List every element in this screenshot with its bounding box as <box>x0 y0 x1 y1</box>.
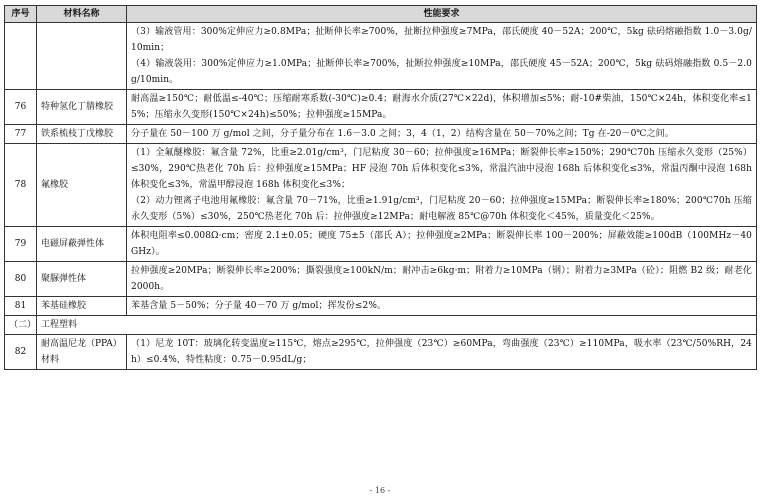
table-row <box>5 90 757 125</box>
row-number: 81 <box>5 297 37 316</box>
material-name: 氟橡胶 <box>37 144 127 227</box>
material-name: 特种氢化丁腈橡胶 <box>37 90 127 125</box>
row-number: 77 <box>5 125 37 144</box>
requirement-cell <box>127 23 757 90</box>
requirement-cell <box>127 227 757 262</box>
section-title: 工程塑料 <box>37 316 757 335</box>
requirement-line: （1）全氟醚橡胶：氟含量 72%，比重≥2.01g/cm³，门尼粘度 30－60；拉伸强度≥16MPa；断裂伸长率≥150%；290℃70h 压缩永久变形（25%）≤30%，290℃热老化 70h 后：拉伸强度≥15MPa；HF 浸泡 70h 后体积变化≤3%，常温汽油中浸泡 168h 后体积变化≤3%，常温丙酮中浸泡 168h 体积变化≤3%，常温甲醇浸泡 168h 体积变化≤3%； <box>131 148 752 190</box>
requirement-cell <box>127 262 757 297</box>
requirement-cell <box>127 144 757 227</box>
requirement-cell <box>127 297 757 316</box>
requirement-line: 体积电阻率≤0.008Ω·cm；密度 2.1±0.05；硬度 75±5（邵氏 A）；拉伸强度≥2MPa；断裂伸长率 100－200%；屏蔽效能≥100dB（100MHz－40GHz）。 <box>131 231 752 257</box>
row-number <box>5 23 37 90</box>
table-row <box>5 125 757 144</box>
requirement-cell <box>127 335 757 370</box>
spec-table <box>4 5 757 370</box>
table-row <box>5 144 757 227</box>
row-number: 80 <box>5 262 37 297</box>
header-material-name: 材料名称 <box>37 6 127 23</box>
requirement-line: （2）动力锂离子电池用氟橡胶：氟含量 70－71%，比重≥1.91g/cm³，门尼粘度 20－60；拉伸强度≥15MPa；断裂伸长率≥180%；200℃70h 压缩永久变形（5%）≤30%，250℃热老化 70h 后：拉伸强度≥12MPa；耐电解液 85℃@70h 体积变化＜45%，质量变化＜25%。 <box>131 196 752 222</box>
requirement-line: 耐高温≥150℃；耐低温≤-40℃；压缩耐寒系数(-30℃)≥0.4；耐海水介质(27℃×22d)，体积增加≤5%；耐-10#柴油，150℃×24h，体积变化率≤15%；压缩永久变形(150℃×24h)≤50%；拉伸强度≥15MPa。 <box>131 94 752 120</box>
header-performance-req: 性能要求 <box>127 6 757 23</box>
requirement-line: （1）尼龙 10T：玻璃化转变温度≥115℃，熔点≥295℃，拉伸强度（23℃）≥60MPa，弯曲强度（23℃）≥110MPa，吸水率（23℃/50%RH，24h）≤0.4%，特性粘度：0.75－0.95dL/g； <box>131 339 752 365</box>
requirement-line: （4）输液袋用：300%定伸应力≥1.0MPa；扯断伸长率≥700%，扯断拉伸强度≥10MPa，邵氏硬度 45－52A；200℃，5kg 砝码熔融指数 0.5－2.0g/10min。 <box>131 59 752 85</box>
section-row <box>5 316 757 335</box>
table-row <box>5 227 757 262</box>
table-row <box>5 335 757 370</box>
table-header-row <box>5 6 757 23</box>
table-row <box>5 262 757 297</box>
section-number: （二） <box>5 316 37 335</box>
material-name: 苯基硅橡胶 <box>37 297 127 316</box>
requirement-line: （3）输液管用：300%定伸应力≥0.8MPa；扯断伸长率≥700%，扯断拉伸强度≥7MPa，邵氏硬度 40－52A；200℃，5kg 砝码熔融指数 1.0－3.0g/10min； <box>131 27 752 53</box>
requirement-cell <box>127 90 757 125</box>
material-name <box>37 23 127 90</box>
page-number: - 16 - <box>369 486 391 495</box>
requirement-line: 苯基含量 5－50%；分子量 40－70 万 g/mol；挥发份≤2%。 <box>131 301 387 311</box>
table-row <box>5 297 757 316</box>
header-no: 序号 <box>5 6 37 23</box>
row-number: 78 <box>5 144 37 227</box>
row-number: 82 <box>5 335 37 370</box>
requirement-line: 拉伸强度≥20MPa；断裂伸长率≥200%；撕裂强度≥100kN/m；耐冲击≥6kg·m；附着力≥10MPa（钢）；附着力≥3MPa（砼）；阻燃 B2 级；耐老化 2000h。 <box>131 266 752 292</box>
table-row <box>5 23 757 90</box>
row-number: 76 <box>5 90 37 125</box>
material-name: 电磁屏蔽弹性体 <box>37 227 127 262</box>
material-name: 铁系梳枝丁戊橡胶 <box>37 125 127 144</box>
material-name: 耐高温尼龙（PPA）材料 <box>37 335 127 370</box>
material-name: 聚脲弹性体 <box>37 262 127 297</box>
requirement-line: 分子量在 50－100 万 g/mol 之间，分子量分布在 1.6－3.0 之间；3，4（1，2）结构含量在 50－70%之间；Tg 在-20－0℃之间。 <box>131 129 674 139</box>
row-number: 79 <box>5 227 37 262</box>
requirement-cell <box>127 125 757 144</box>
